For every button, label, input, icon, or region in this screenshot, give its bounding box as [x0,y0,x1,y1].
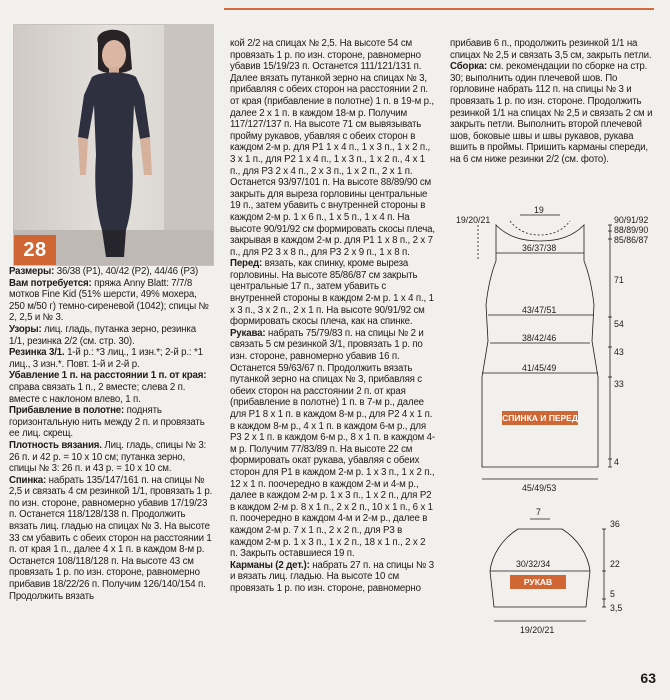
pattern-number-badge: 28 [14,235,56,265]
paragraph: Размеры: 36/38 (Р1), 40/42 (Р2), 44/46 (Р3) [9,266,199,277]
sleeve-dim-top: 7 [536,507,541,517]
sleeve-label: РУКАВ [523,577,553,587]
dim-h33: 33 [614,379,624,389]
dim-bottom: 45/49/53 [522,483,557,493]
dim-r3: 85/86/87 [614,235,649,245]
sleeve-dim-width: 30/32/34 [516,559,551,569]
paragraph: Перед: вязать, как спинку, кроме выреза горловины. На высоте 85/86/87 см закрыть центральные 17 п., затем убавить с внутренней стороны в каждом 2-м р. 1 x 4 п., 1 x 3 п., 3 x 2 п., 2 x 1 п. На высоте 90/91/92 см формировать скосы плеча, как на спинке. [230,258,434,328]
paragraph: Плотность вязания. Лиц. гладь, спицы № 3: 26 п. и 42 р. = 10 x 10 см; путанка зерно, спицы № 3: 26 п. и 43 р. = 10 x 10 см. [9,439,207,475]
paragraph: Прибавление в полотне: поднять горизонтальную нить между 2 п. и провязать ее лиц. скрещ. [9,405,205,440]
dim-r2: 88/89/90 [614,225,649,235]
top-rule [224,8,654,10]
model-photo [13,24,214,266]
dim-w2: 43/47/51 [522,305,557,315]
sleeve-dim-h36: 36 [610,519,620,529]
paragraph: Карманы (2 дет.): набрать 27 п. на спицы № 3 и вязать лиц. гладью. На высоте 10 см провязать 1 р. по изн. стороне, равномерно [230,559,435,594]
paragraph: Резинка 3/1. 1-й р.: *3 лиц., 1 изн.*; 2-й р.: *1 лиц., 3 изн.*. Повт. 1-й и 2-й р. [9,347,203,370]
page-number: 63 [640,670,656,686]
paragraph: Убавление 1 п. на расстоянии 1 п. от края: справа связать 1 п., 2 вместе; слева 2 п. вместе с наклоном влево, 1 п. [9,370,207,405]
dim-w3: 38/42/46 [522,333,557,343]
dim-neck-left: 19/20/21 [456,215,491,225]
paragraph: Узоры: лиц. гладь, путанка зерно, резинка 1/1, резинка 2/2 (см. стр. 30). [9,323,196,347]
dim-h43: 43 [614,347,624,357]
body-outline [482,225,598,467]
sleeve-dim-h35: 3,5 [610,603,623,613]
paragraph: кой 2/2 на спицах № 2,5. На высоте 54 см провязать 1 р. по изн. стороне, равномерно убавив 15/19/23 п. Останется 111/121/131 п. Далее вязать путанкой зерно на спицах № 3, прибавляя с обеих сторон на расстоянии 2 п. от края (прибавление в полотне) 1 п. в 19-м р., далее 2 x 1 п. в каждом 18-м р. Получим 117/127/137 п. На высоте 71 см вывязывать пройму рукавов, убавляя с обеих сторон в каждом 2-м р. для Р1 1 x 4 п., 1 x 3 п., 1 x 2 п., 3 x 1 п., для Р2 1 x 4 п., 1 x 3 п., 1 x 2 п., 4 x 1 п., для Р3 2 x 4 п., 2 x 3 п., 1 x 2 п., 2 x 1 п. Останется 93/97/101 п. На высоте 88/89/90 см закрыть для выреза горловины центральные 19 п., затем убавить с внутренней стороны в каждом 2-м р. 1 x 6 п., 1 x 5 п., 1 x 4 п. На высоте 90/91/92 см формировать скосы плеча, закрывая в каждом 2-м р. для Р1 1 x 8 п., 2 x 7 п., для Р2 3 x 8 п., для Р3 2 x 9 п., 1 x 8 п. [230,38,435,258]
dim-w4: 41/45/49 [522,363,557,373]
instructions-column-3 [450,38,660,166]
dim-h4: 4 [614,457,619,467]
dim-r1: 90/91/92 [614,215,649,225]
dim-h71: 71 [614,275,624,285]
instructions-column-2 [230,38,435,595]
schematic-diagram [448,197,663,642]
model-figure [14,25,213,265]
body-label: СПИНКА И ПЕРЕД [502,413,578,423]
paragraph: прибавив 6 п., продолжить резинкой 1/1 на спицах № 2,5 и связать 3,5 см, закрыть петли. [450,38,652,61]
dim-h54: 54 [614,319,624,329]
sleeve-dim-h22: 22 [610,559,620,569]
dim-w1: 36/37/38 [522,243,557,253]
paragraph: Сборка: см. рекомендации по сборке на стр. 30; выполнить один плечевой шов. По горловине набрать 112 п. на спицы № 3 и провязать 1 р. по изн. стороне. Продолжить резинкой 1/1 на спицах № 2,5 и связать 2 см и закрыть петли. Выполнить второй плечевой шов, боковые швы и швы рукавов, рукава вшить в проймы. Пришить карманы спереди, на 6 см ниже резинки 2/2 (см. фото). [450,61,653,165]
paragraph: Спинка: набрать 135/147/161 п. на спицы № 2,5 и связать 4 см резинкой 1/1, провязать 1 р. по изн. стороне, равномерно убавив 17/19/23 п. Останется 118/128/138 п. Продолжить вязать лиц. гладью на спицах № 3. На высоте 33 см убавить с обеих сторон на расстоянии 1 п. от края 1 п., далее 4 x 1 п. в каждом 8-м р. Останется 108/118/128 п. На высоте 43 см провязать 1 р. по изн. стороне, равномерно прибавив 18/22/26 п. Получим 126/140/154 п. Продолжить вязать [9,474,213,602]
paragraph: Вам потребуется: пряжа Anny Blatt: 7/7/8 мотков Fine Kid (51% шерсти, 49% мохера, 250 м/50 г) темно-сиреневой (1042); спицы № 2, 2,5 и № 3. [9,277,209,324]
sleeve-dim-bottom: 19/20/21 [520,625,555,635]
paragraph: Рукава: набрать 75/79/83 п. на спицы № 2 и связать 5 см резинкой 3/1, провязать 1 р. по изн. стороне, равномерно убавив 16 п. Останется 59/63/67 п. Продолжить вязать путанкой зерно на спицах № 3, прибавляя с обеих сторон на расстоянии 2 п. от края (прибавление в полотне) 1 п. в 7-м р., далее для Р1 8 x 1 п. в каждом 8-м р., для Р2 4 x 1 п. в каждом 8-м р., 4 x 1 п. в каждом 6-м р., для Р3 2 x 1 п. в каждом 6-м р., 8 x 1 п. в каждом 4-м р. Получим 77/83/89 п. На высоте 22 см формировать окат рукава, убавляя с обеих сторон для Р1 в каждом 2-м р. 1 x 3 п., 1 x 2 п., 12 x 1 п. поочередно в каждом 2-м и 4-м р., далее в каждом 2-м р. 1 x 3 п., 1 x 2 п., для Р2 в каждом 2-м р. 8 x 1 п., 2 x 2 п., 10 x 1 п., 6 x 1 п. поочередно в каждом 4-м и 2-м р., далее в каждом 2-м р. 7 x 1 п., 2 x 2 п., для Р3 в каждом 2-м р. 1 x 3 п., 1 x 2 п., 18 x 1 п., 2 x 2 п. Закрыть оставшиеся 19 п. [230,327,435,560]
dim-top: 19 [534,205,544,215]
instructions-column-1 [9,266,214,602]
sleeve-dim-h5: 5 [610,589,615,599]
